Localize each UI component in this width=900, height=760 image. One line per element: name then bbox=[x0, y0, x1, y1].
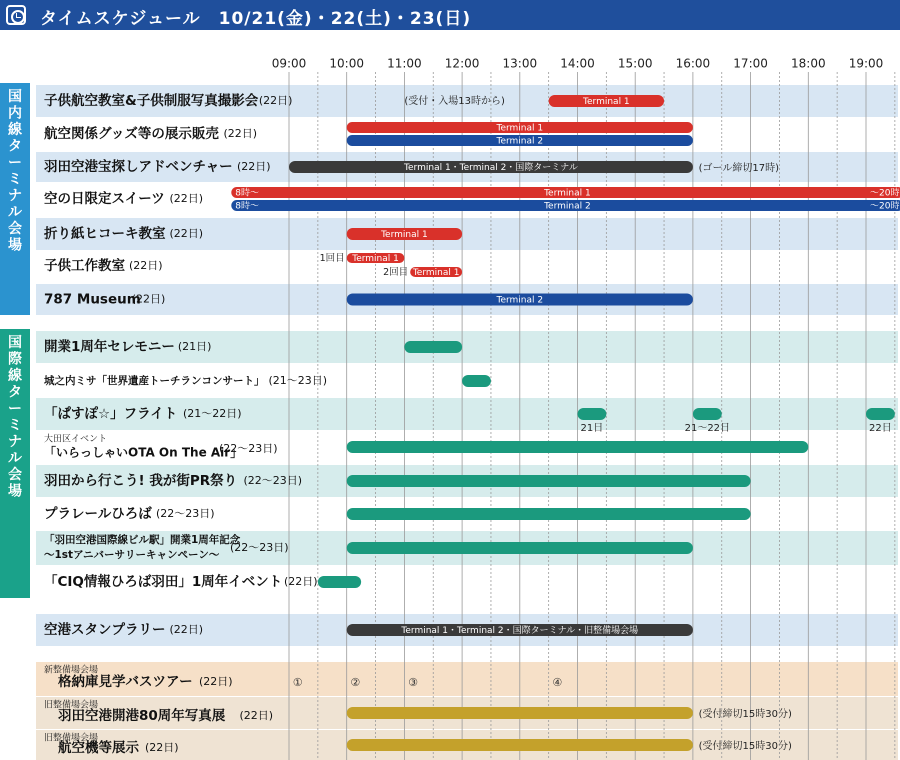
row-annotation: (ゴール締切17時) bbox=[698, 163, 779, 174]
section-label-char: タ bbox=[8, 384, 22, 401]
section-label-char: ル bbox=[8, 450, 22, 467]
row-title: 開業1周年セレモニー bbox=[44, 339, 175, 355]
bar-prefix-text: 1回目 bbox=[319, 253, 345, 264]
section-label-char: 線 bbox=[8, 122, 22, 138]
time-tick-label: 13:00 bbox=[502, 56, 538, 71]
row-title: 格納庫見学バスツアー bbox=[58, 674, 193, 690]
tour-marker: ③ bbox=[408, 676, 418, 689]
row-note: (21日) bbox=[177, 340, 212, 353]
row-subtitle: ～1stアニバーサリーキャンペーン～ bbox=[44, 549, 220, 561]
row-title: 「ぱすぽ☆」フライト bbox=[44, 406, 178, 422]
timeline-bar bbox=[347, 441, 809, 453]
timeline-bar bbox=[347, 508, 751, 520]
bar-prefix-text: 2回目 bbox=[383, 267, 409, 278]
section-label-char: ル bbox=[8, 204, 22, 221]
section-label-char: 場 bbox=[8, 483, 22, 500]
timeline-bar bbox=[404, 341, 462, 353]
timeline-bar bbox=[347, 475, 751, 487]
row-pre-label: 新整備場会場 bbox=[44, 665, 99, 676]
bar-below-text: 22日 bbox=[869, 423, 892, 434]
row-title: 羽田から行こう! 我が街PR祭り bbox=[44, 473, 238, 489]
row-pre-label: 旧整備場会場 bbox=[44, 733, 99, 744]
row-note: (22～23日) bbox=[156, 507, 215, 520]
row-title: 航空関係グッズ等の展示販売 bbox=[44, 126, 219, 142]
section-label-char: ミ bbox=[8, 417, 22, 434]
timeline-bar bbox=[347, 739, 693, 751]
row-pre-label: 旧整備場会場 bbox=[44, 700, 99, 711]
time-tick-label: 11:00 bbox=[387, 56, 422, 71]
row-note: (22日) bbox=[169, 227, 204, 240]
row-note: (22日) bbox=[258, 94, 293, 107]
row-note: (22日) bbox=[239, 709, 274, 722]
row-pre-label: 大田区イベント bbox=[44, 434, 108, 445]
row-title: 空港スタンプラリー bbox=[44, 622, 166, 638]
row-title: 羽田空港開港80周年写真展 bbox=[58, 708, 226, 724]
tour-marker: ④ bbox=[552, 676, 563, 689]
section-label-char: ー bbox=[8, 401, 22, 417]
bar-start-text: 8時～ bbox=[235, 201, 260, 212]
section-label-char: タ bbox=[8, 138, 22, 155]
tour-marker: ① bbox=[292, 676, 303, 689]
bar-below-text: 21日 bbox=[580, 423, 604, 434]
time-tick-label: 10:00 bbox=[329, 56, 364, 71]
row-note: (22日) bbox=[199, 675, 233, 688]
row-note: (21～23日) bbox=[268, 374, 328, 387]
row-note: (22日) bbox=[223, 127, 258, 140]
time-tick-label: 18:00 bbox=[791, 56, 826, 71]
bar-start-text: 8時～ bbox=[235, 188, 260, 199]
bar-label: Terminal 1 bbox=[583, 97, 630, 107]
row-note: (22日) bbox=[131, 292, 166, 306]
section-label-char: 会 bbox=[8, 467, 22, 483]
timeline-bar bbox=[347, 542, 693, 554]
bar-label: Terminal 2 bbox=[544, 201, 591, 212]
section-label-char: 会 bbox=[8, 221, 22, 237]
row-title: 787 Museum bbox=[44, 291, 141, 308]
section-label-char: 線 bbox=[8, 368, 22, 384]
bar-label: Terminal 2 bbox=[496, 295, 544, 306]
timeline-bar bbox=[578, 408, 607, 420]
bar-label: Terminal 1 bbox=[544, 188, 591, 199]
row-note: (22日) bbox=[129, 259, 163, 272]
row-title: 空の日限定スイーツ bbox=[44, 191, 165, 207]
time-tick-label: 14:00 bbox=[560, 56, 595, 71]
row-title: プラレールひろば bbox=[44, 506, 152, 522]
row-note: (22日) bbox=[237, 160, 271, 173]
row-title: 折り紙ヒコーキ教室 bbox=[44, 226, 166, 242]
bar-label: Terminal 1・Terminal 2・国際ターミナル・旧整備場会場 bbox=[401, 626, 639, 636]
row-title: 子供工作教室 bbox=[44, 258, 125, 274]
bar-end-text: ～20時 bbox=[870, 201, 900, 212]
section-label-char: ナ bbox=[8, 188, 22, 204]
bar-label: Terminal 1 bbox=[496, 123, 544, 134]
row-note: (22日) bbox=[169, 192, 204, 205]
timeline-bar bbox=[693, 408, 722, 420]
timeline-bar bbox=[462, 375, 491, 387]
row-title: 「羽田空港国際線ビル駅」開業1周年記念 bbox=[44, 534, 241, 546]
bar-label: Terminal 2 bbox=[496, 136, 544, 147]
row-annotation: (受付締切15時30分) bbox=[698, 741, 792, 752]
section-label-char: 際 bbox=[8, 351, 22, 368]
section-label-char: 場 bbox=[8, 237, 22, 254]
time-tick-label: 16:00 bbox=[675, 56, 711, 71]
row-note: (22日) bbox=[283, 575, 318, 588]
page-title: タイムスケジュール 10/21(金)・22(土)・23(日) bbox=[40, 9, 472, 29]
time-tick-label: 15:00 bbox=[617, 56, 653, 71]
row-title: 子供航空教室&子供制服写真撮影会 bbox=[44, 93, 259, 109]
section-label-char: ー bbox=[8, 155, 22, 171]
row-title: 城之内ミサ「世界遺産トーチランコンサート」 bbox=[44, 375, 265, 387]
time-tick-label: 12:00 bbox=[444, 56, 480, 71]
section-label-char: 国 bbox=[8, 89, 22, 105]
row-note: (22～23日) bbox=[230, 541, 289, 554]
bar-below-text: 21～22日 bbox=[684, 423, 731, 434]
time-tick-label: 17:00 bbox=[733, 56, 768, 71]
row-background bbox=[36, 250, 898, 282]
row-annotation: (受付・入場13時から) bbox=[404, 96, 505, 107]
row-note: (22日) bbox=[145, 741, 179, 754]
time-tick-label: 09:00 bbox=[271, 56, 307, 71]
row-annotation: (受付締切15時30分) bbox=[698, 709, 792, 720]
section-label-char: 内 bbox=[8, 105, 22, 122]
tour-marker: ② bbox=[350, 676, 361, 689]
row-title: 「CIQ情報ひろば羽田」1周年イベント bbox=[44, 574, 283, 590]
timeline-bar bbox=[318, 576, 361, 588]
row-title: 「いらっしゃいOTA On The Air」 bbox=[44, 445, 243, 460]
row-title: 航空機等展示 bbox=[58, 740, 139, 756]
time-tick-label: 19:00 bbox=[848, 56, 884, 71]
bar-label: Terminal 1・Terminal 2・国際ターミナル bbox=[404, 163, 578, 173]
bar-end-text: ～20時 bbox=[870, 188, 900, 199]
row-note: (22～23日) bbox=[243, 474, 303, 487]
timeline-bar bbox=[347, 707, 693, 719]
section-label-char: ナ bbox=[8, 434, 22, 450]
timeline-bar bbox=[866, 408, 895, 420]
row-note: (21～22日) bbox=[183, 407, 242, 420]
row-title: 羽田空港宝探しアドベンチャー bbox=[44, 159, 233, 175]
bar-label: Terminal 1 bbox=[352, 254, 399, 264]
bar-label: Terminal 1 bbox=[412, 268, 460, 278]
section-label-char: ミ bbox=[8, 171, 22, 188]
row-note: (22日) bbox=[169, 623, 204, 636]
row-note: (22～23日) bbox=[219, 442, 278, 455]
bar-label: Terminal 1 bbox=[381, 230, 428, 240]
section-label-char: 国 bbox=[8, 335, 22, 351]
